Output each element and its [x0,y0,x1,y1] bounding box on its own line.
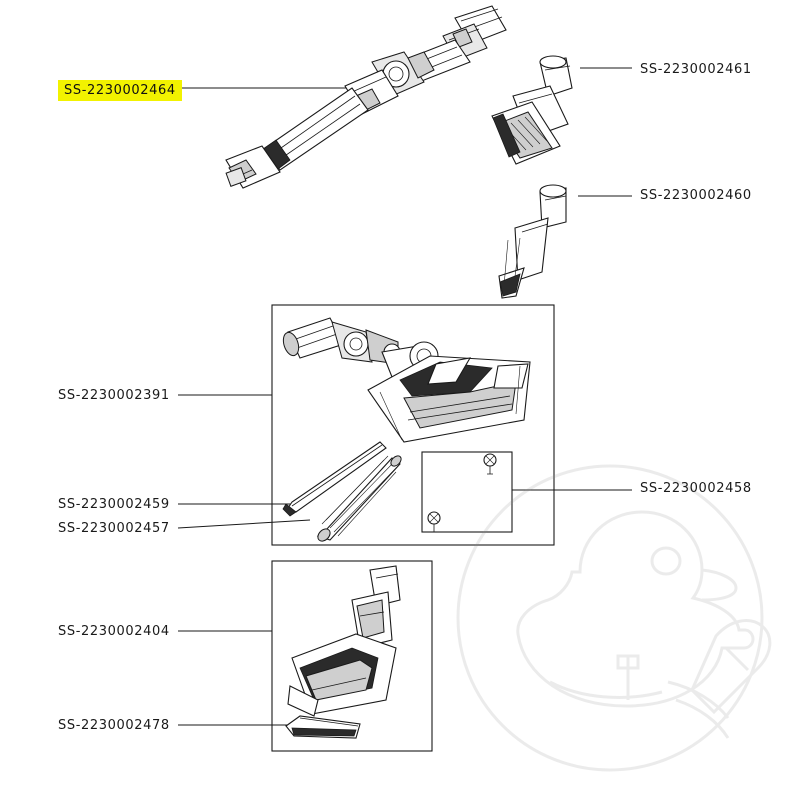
part-label-ss-2230002391[interactable]: SS-2230002391 [58,388,170,403]
part-mini-motorized-head [286,566,400,738]
part-upholstery-nozzle [492,56,572,164]
part-screw-plate [428,454,496,532]
part-crevice-tool [499,185,566,298]
part-label-ss-2230002464[interactable]: SS-2230002464 [58,80,182,101]
part-handheld-vacuum-body [226,6,506,188]
part-motorized-floor-head [281,318,530,442]
part-label-ss-2230002478[interactable]: SS-2230002478 [58,718,170,733]
part-label-ss-2230002404[interactable]: SS-2230002404 [58,624,170,639]
part-label-ss-2230002457[interactable]: SS-2230002457 [58,521,170,536]
part-label-ss-2230002458[interactable]: SS-2230002458 [640,481,752,496]
part-long-brush-strip [283,442,386,516]
part-label-ss-2230002461[interactable]: SS-2230002461 [640,62,752,77]
part-label-ss-2230002459[interactable]: SS-2230002459 [58,497,170,512]
part-label-ss-2230002460[interactable]: SS-2230002460 [640,188,752,203]
